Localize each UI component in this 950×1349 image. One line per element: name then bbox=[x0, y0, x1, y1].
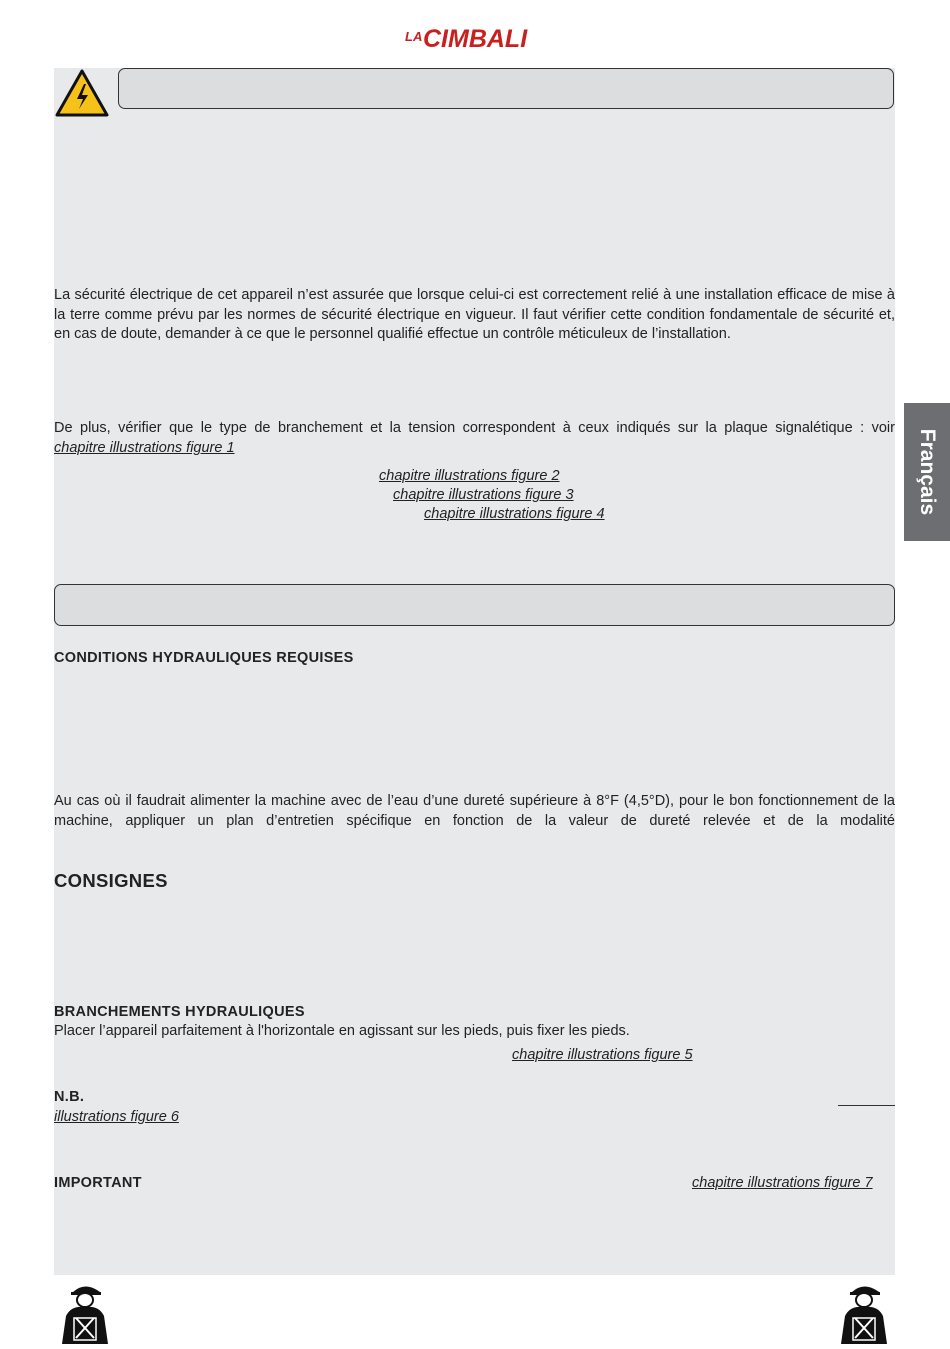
figure-7-link[interactable]: chapitre illustrations figure 7 bbox=[692, 1175, 873, 1191]
nb-label: N.B. bbox=[54, 1089, 85, 1105]
section-header-box-hydraulic bbox=[54, 584, 895, 626]
electrical-safety-paragraph: La sécurité électrique de cet appareil n’est assurée que lorsque celui-ci est correctement relié à une installation efficace de mise à la terre comme prévu par les normes de sécurité électrique en vigueur. Il faut vérifier cette condition fondamentale de sécurité et, en cas de doute, demander à ce que le personnel qualifié effectue un contrôle méticuleux de l’installation. bbox=[54, 287, 895, 342]
brand-logo bbox=[0, 18, 950, 57]
section-header-box-electrical bbox=[118, 68, 894, 109]
electrical-hazard-icon bbox=[54, 68, 110, 118]
underline-fragment bbox=[838, 1105, 895, 1106]
figure-4-link[interactable]: chapitre illustrations figure 4 bbox=[424, 506, 605, 522]
important-label: IMPORTANT bbox=[54, 1175, 142, 1191]
logo-prefix: LA bbox=[405, 29, 423, 44]
hydraulic-connections-heading: BRANCHEMENTS HYDRAULIQUES bbox=[54, 1004, 305, 1020]
logo-name: CIMBALI bbox=[423, 25, 528, 52]
figure-6-link[interactable]: illustrations figure 6 bbox=[54, 1109, 179, 1125]
figure-3-link[interactable]: chapitre illustrations figure 3 bbox=[393, 487, 574, 503]
levelling-instruction: Placer l’appareil parfaitement à l'horizontale en agissant sur les pieds, puis fixer les pieds. bbox=[54, 1023, 630, 1039]
language-tab[interactable] bbox=[904, 403, 950, 541]
voltage-check-paragraph: De plus, vérifier que le type de branchement et la tension correspondent à ceux indiqués sur la plaque signalétique : voir bbox=[54, 420, 895, 436]
technician-icon bbox=[54, 1282, 116, 1344]
water-hardness-paragraph: Au cas où il faudrait alimenter la machine avec de l’eau d’une dureté supérieure à 8°F (4,5°D), pour le bon fonctionnement de la machine, appliquer un plan d’entretien spécifique en fonction de la valeur de dureté relevée et de la modalité bbox=[54, 793, 895, 829]
figure-5-link[interactable]: chapitre illustrations figure 5 bbox=[512, 1047, 693, 1063]
figure-2-link[interactable]: chapitre illustrations figure 2 bbox=[379, 468, 560, 484]
language-tab-label: Français bbox=[916, 428, 939, 516]
figure-1-link[interactable]: chapitre illustrations figure 1 bbox=[54, 440, 235, 456]
consignes-heading: CONSIGNES bbox=[54, 870, 168, 891]
cimbali-logo-icon bbox=[405, 18, 545, 52]
technician-icon bbox=[833, 1282, 895, 1344]
content-panel bbox=[54, 68, 895, 1275]
hydraulic-conditions-heading: CONDITIONS HYDRAULIQUES REQUISES bbox=[54, 650, 354, 666]
